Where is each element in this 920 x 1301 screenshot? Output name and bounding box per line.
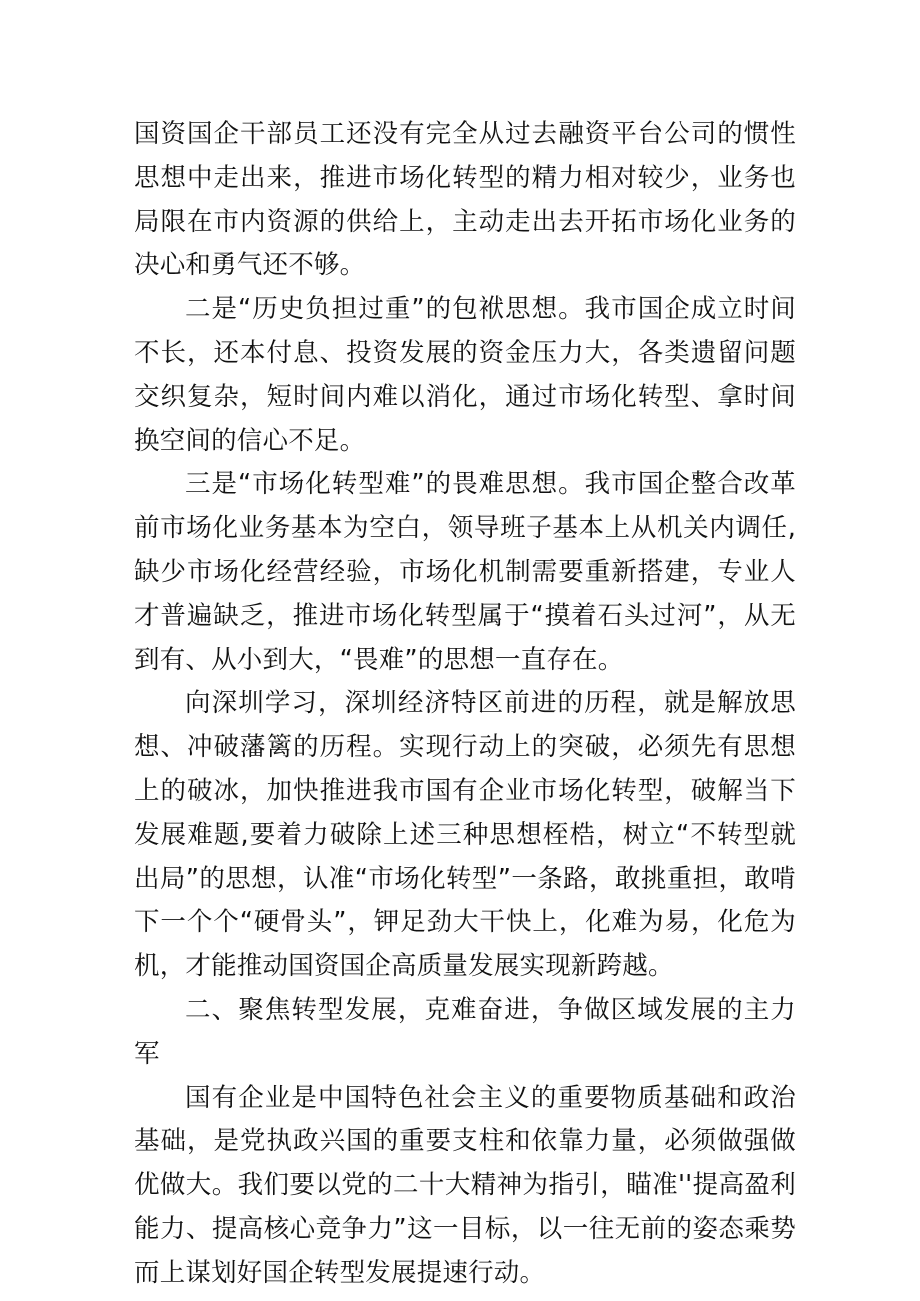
document-body [134,113,796,1296]
paragraph-continuation: 国资国企干部员工还没有完全从过去融资平台公司的惯性思想中走出来，推进市场化转型的精力相对较少，业务也局限在市内资源的供给上，主动走出去开拓市场化业务的决心和勇气还不够。 [134,119,796,281]
section-heading-two: 二、聚焦转型发展，克难奋进，争做区域发展的主力军 [134,994,796,1069]
paragraph-transformation-difficulty: 三是“市场化转型难”的畏难思想。我市国企整合改革前市场化业务基本为空白，领导班子基本上从机关内调任,缺少市场化经营经验，市场化机制需要重新搭建，专业人才普遍缺乏，推进市场化转型属于“摸着石头过河”，从无到有、从小到大，“畏难”的思想一直存在。 [134,469,796,675]
paragraph-state-enterprises: 国有企业是中国特色社会主义的重要物质基础和政治基础，是党执政兴国的重要支柱和依靠力量，必须做强做优做大。我们要以党的二十大精神为指引，瞄准''提高盈利能力、提高核心竞争力”这一目标，以一往无前的姿态乘势而上谋划好国企转型发展提速行动。 [134,1082,796,1288]
paragraph-historical-burden: 二是“历史负担过重”的包袱思想。我市国企成立时间不长，还本付息、投资发展的资金压力大，各类遗留问题交织复杂，短时间内难以消化，通过市场化转型、拿时间换空间的信心不足。 [134,294,796,456]
paragraph-learn-from-shenzhen: 向深圳学习，深圳经济特区前进的历程，就是解放思想、冲破藩篱的历程。实现行动上的突破，必须先有思想上的破冰，加快推进我市国有企业市场化转型，破解当下发展难题,要着力破除上述三种思想桎梏，树立“不转型就出局”的思想，认准“市场化转型”一条路，敢挑重担，敢啃下一个个“硬骨头”，钾足劲大干快上，化难为易，化危为机，才能推动国资国企高质量发展实现新跨越。 [134,688,796,982]
